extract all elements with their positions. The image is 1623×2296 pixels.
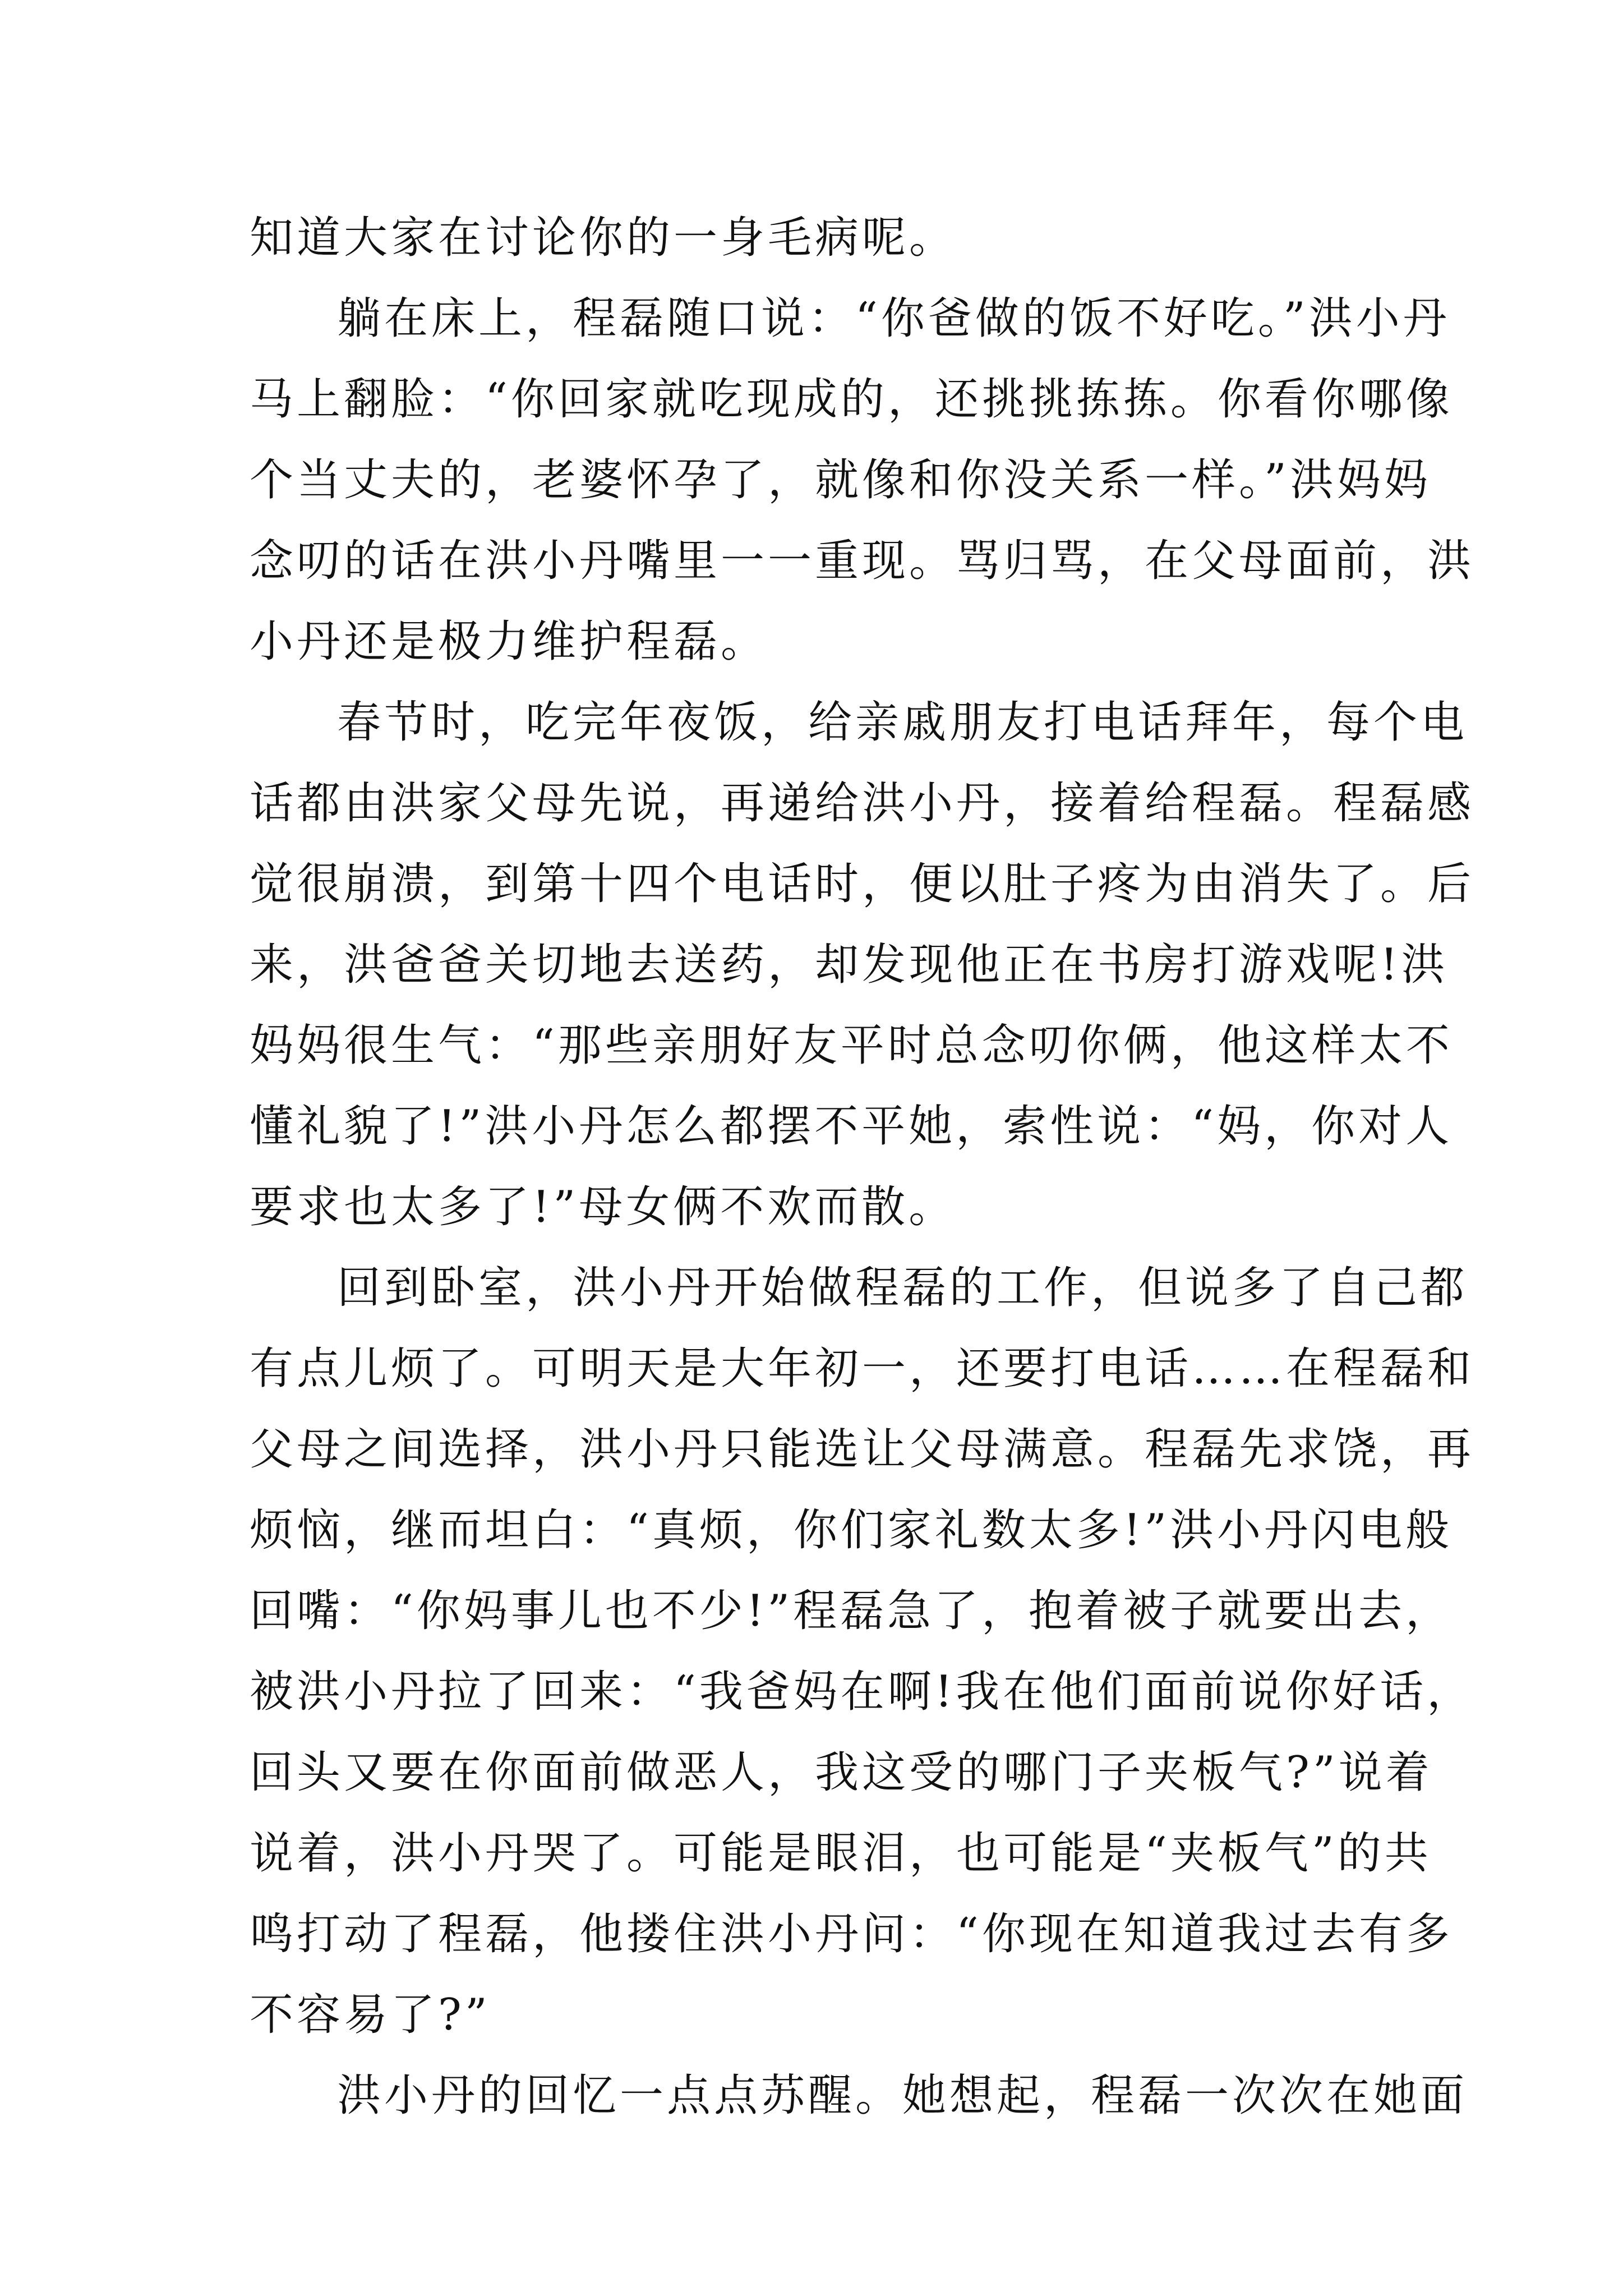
text-line: 被洪小丹拉了回来：“我爸妈在啊!我在他们面前说你好话， <box>250 1667 1474 1717</box>
text-line: 觉很崩溃，到第十四个电话时，便以肚子疼为由消失了。后 <box>250 859 1475 909</box>
text-line: 说着，洪小丹哭了。可能是眼泪，也可能是“夹板气”的共 <box>250 1828 1432 1879</box>
text-line: 洪小丹的回忆一点点苏醒。她想起，程磊一次次在她面 <box>337 2070 1468 2121</box>
text-line: 父母之间选择，洪小丹只能选让父母满意。程磊先求饶，再 <box>250 1424 1475 1475</box>
article-body <box>250 197 1475 2136</box>
text-line: 回头又要在你面前做恶人，我这受的哪门子夹板气?”说着 <box>250 1747 1433 1798</box>
paragraph <box>250 682 1475 1248</box>
text-line: 来，洪爸爸关切地去送药，却发现他正在书房打游戏呢!洪 <box>250 940 1449 990</box>
text-line: 要求也太多了!”母女俩不欢而散。 <box>250 1182 956 1232</box>
paragraph <box>250 197 1394 278</box>
text-line: 躺在床上，程磊随口说：“你爸做的饭不好吃。”洪小丹 <box>337 293 1450 344</box>
text-line: 马上翻脸：“你回家就吃现成的，还挑挑拣拣。你看你哪像 <box>250 374 1453 425</box>
text-line: 懂礼貌了!”洪小丹怎么都摆不平她，索性说：“妈，你对人 <box>250 1101 1453 1152</box>
text-line: 话都由洪家父母先说，再递给洪小丹，接着给程磊。程磊感 <box>250 778 1475 829</box>
text-line: 回到卧室，洪小丹开始做程磊的工作，但说多了自己都 <box>337 1263 1468 1313</box>
text-line: 有点儿烦了。可明天是大年初一，还要打电话……在程磊和 <box>250 1343 1475 1394</box>
text-line: 回嘴：“你妈事儿也不少!”程磊急了，抱着被子就要出去， <box>250 1586 1453 1636</box>
text-line: 不容易了?” <box>250 1990 491 2040</box>
text-line: 小丹还是极力维护程磊。 <box>250 616 768 667</box>
paragraph <box>250 2055 1468 2136</box>
paragraph <box>250 278 1475 682</box>
text-line: 妈妈很生气：“那些亲朋好友平时总念叨你俩，他这样太不 <box>250 1020 1453 1071</box>
text-line: 个当丈夫的，老婆怀孕了，就像和你没关系一样。”洪妈妈 <box>250 455 1431 505</box>
text-line: 烦恼，继而坦白：“真烦，你们家礼数太多!”洪小丹闪电般 <box>250 1505 1453 1556</box>
text-line: 春节时，吃完年夜饭，给亲戚朋友打电话拜年，每个电 <box>337 697 1468 748</box>
text-line: 知道大家在讨论你的一身毛病呢。 <box>250 213 957 263</box>
text-line: 鸣打动了程磊，他搂住洪小丹问：“你现在知道我过去有多 <box>250 1909 1453 1959</box>
text-line: 念叨的话在洪小丹嘴里一一重现。骂归骂，在父母面前，洪 <box>250 536 1475 586</box>
paragraph <box>250 1248 1475 2055</box>
